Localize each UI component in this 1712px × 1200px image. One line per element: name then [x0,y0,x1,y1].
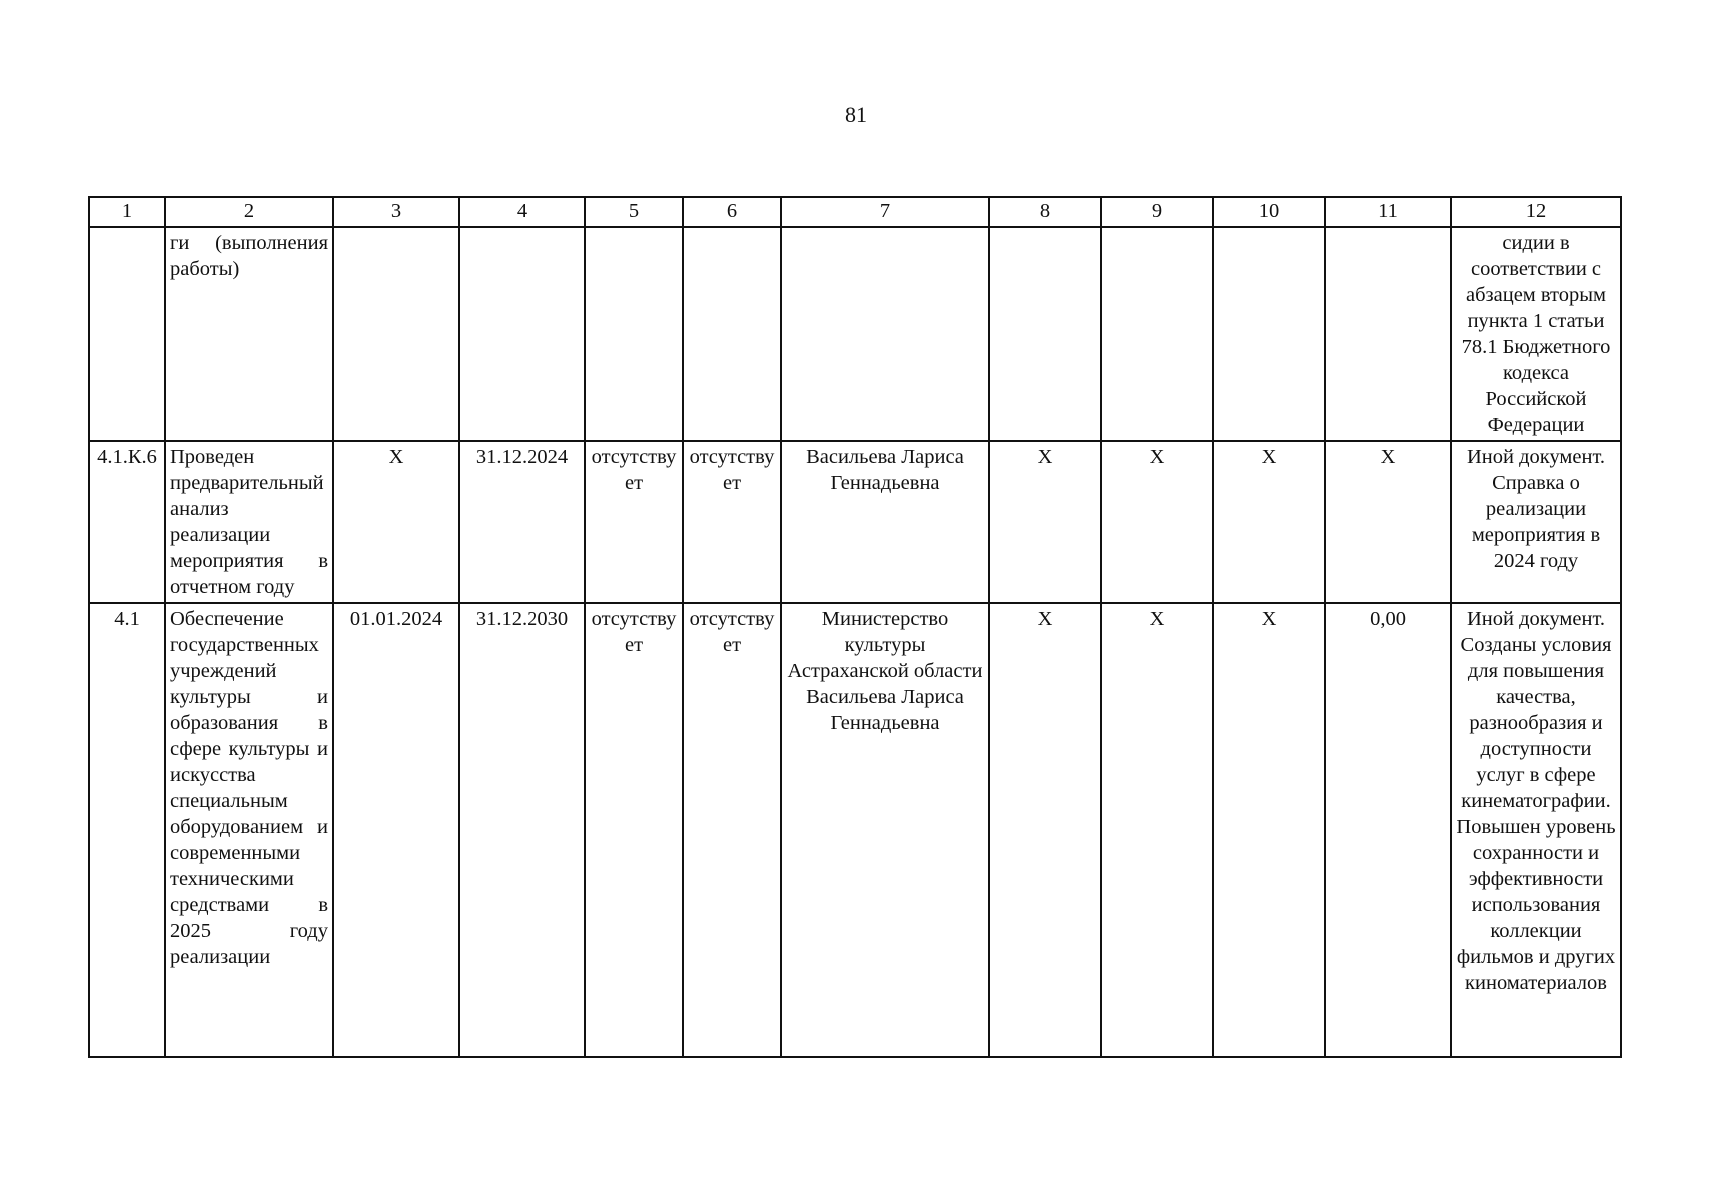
cell-responsible: Министерство культуры Астраханской области Васильева Лариса Геннадьевна [781,603,989,1057]
column-header: 12 [1451,197,1621,227]
page-number: 81 [845,102,867,127]
cell-start-date: Х [333,441,459,603]
cell-document: Иной документ. Созданы условия для повышения качества, разнообразия и доступности услуг в сфере кинематографии. Повышен уровень сохранности и эффективности использования коллекции фильмов и других киноматериалов [1451,603,1621,1057]
cell-col8: Х [989,441,1101,603]
cell-responsible [781,227,989,441]
table-row [89,441,1621,603]
column-header: 6 [683,197,781,227]
activities-table [88,196,1622,1058]
cell-col10 [1213,227,1325,441]
column-header: 5 [585,197,683,227]
column-header: 10 [1213,197,1325,227]
cell-document: Иной документ. Справка о реализации мероприятия в 2024 году [1451,441,1621,603]
cell-end-date: 31.12.2030 [459,603,585,1057]
cell-number: 4.1 [89,603,165,1057]
table-row [89,227,1621,441]
cell-col5: отсутствует [585,603,683,1057]
cell-number [89,227,165,441]
cell-col10: Х [1213,441,1325,603]
header-row [89,197,1621,227]
cell-responsible: Васильева Лариса Геннадьевна [781,441,989,603]
column-header: 2 [165,197,333,227]
cell-col11: 0,00 [1325,603,1451,1057]
cell-col11 [1325,227,1451,441]
cell-end-date: 31.12.2024 [459,441,585,603]
cell-col8: Х [989,603,1101,1057]
column-header: 3 [333,197,459,227]
column-header: 8 [989,197,1101,227]
cell-col10: Х [1213,603,1325,1057]
cell-col9 [1101,227,1213,441]
cell-start-date [333,227,459,441]
cell-name: Проведен предварительный анализ реализации мероприятия в отчетном году [165,441,333,603]
cell-name: ги (выполнения работы) [165,227,333,441]
cell-end-date [459,227,585,441]
table-row [89,603,1621,1057]
column-header: 1 [89,197,165,227]
cell-col6 [683,227,781,441]
column-header: 7 [781,197,989,227]
cell-col5 [585,227,683,441]
cell-col5: отсутствует [585,441,683,603]
cell-col6: отсутствует [683,441,781,603]
cell-col6: отсутствует [683,603,781,1057]
cell-document: сидии в соответствии с абзацем вторым пункта 1 статьи 78.1 Бюджетного кодекса Российской Федерации [1451,227,1621,441]
cell-number: 4.1.К.6 [89,441,165,603]
cell-col11: Х [1325,441,1451,603]
cell-col9: Х [1101,441,1213,603]
cell-col9: Х [1101,603,1213,1057]
column-header: 4 [459,197,585,227]
column-header: 9 [1101,197,1213,227]
column-header: 11 [1325,197,1451,227]
cell-col8 [989,227,1101,441]
cell-name: Обеспечение государственных учреждений культуры и образования в сфере культуры и искусства специальным оборудованием и современными техническими средствами в 2025 году реализации [165,603,333,1057]
cell-start-date: 01.01.2024 [333,603,459,1057]
